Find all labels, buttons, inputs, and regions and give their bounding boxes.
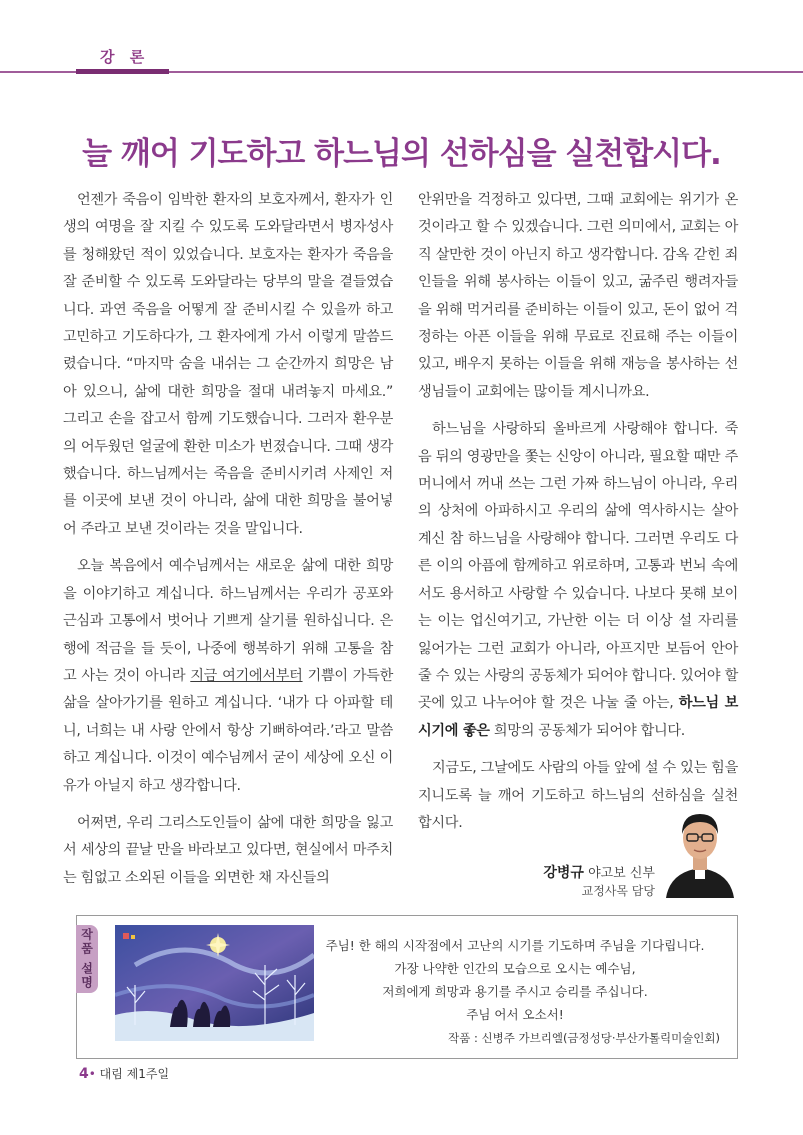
author-name-line [530, 862, 655, 882]
author-photo [662, 808, 738, 898]
left-paragraph-1: 언젠가 죽음이 임박한 환자의 보호자께서, 환자가 인생의 여명을 잘 지킬 수 있도록 도와달라면서 병자성사를 청해왔던 적이 있었습니다. 보호자는 환자가 죽음을 잘 준비할 수 있도록 도와달라는 당부의 말을 곁들였습니다. 과연 죽음을 어떻게 잘 준비시킬 수 있을까 하고 고민하고 기도하다가, 그 환자에게 가서 이렇게 말씀드렸습니다. “마지막 숨을 내쉬는 그 순간까지 희망은 남아 있으니, 삶에 대한 희망을 절대 내려놓지 마세요.” 그리고 손을 잡고서 함께 기도했습니다. 그러자 환우분의 어두웠던 얼굴에 환한 미소가 번졌습니다. 그때 생각했습니다. 하느님께서는 죽음을 준비시키려 사제인 저를 이곳에 보낸 것이 아니라, 삶에 대한 희망을 불어넣어 주라고 보낸 것이라는 것을 말입니다. [63, 192, 393, 537]
caption-tab: 작품 설명 [76, 925, 98, 993]
author-title: 야고보 신부 [588, 866, 655, 881]
left-paragraph-2 [63, 553, 393, 800]
poem-line: 주님 어서 오소서! [466, 1007, 564, 1022]
author-role: 교정사목 담당 [581, 884, 655, 898]
left-paragraph-2-part-a: 오늘 복음에서 예수님께서는 새로운 삶에 대한 희망을 이야기하고 계십니다. 하느님께서는 우리가 공포와 근심과 고통에서 벗어나 기쁘게 살기를 원하십니다. 은행에 적금을 들 듯이, 나중에 행복하기 위해 고통을 참고 사는 것이 아니라 [63, 558, 393, 684]
right-paragraph-2 [418, 416, 738, 745]
right-paragraph-2-part-b: 희망의 공동체가 되어야 합니다. [489, 722, 685, 739]
footer-text: 대림 제1주일 [99, 1067, 170, 1081]
poem-line: 저희에게 희망과 용기를 주시고 승리를 주십니다. [382, 984, 648, 999]
caption-poem [325, 934, 705, 1026]
right-paragraph-2-part-a: 하느님을 사랑하되 올바르게 사랑해야 합니다. 죽음 뒤의 영광만을 쫓는 신앙이 아니라, 필요할 때만 주머니에서 꺼내 쓰는 그런 가짜 하느님이 아니라, 우리의 상처에 아파하시고 우리의 삶에 역사하시는 살아계신 참 하느님을 사랑해야 합니다. 그러면 우리도 다른 이의 아픔에 함께하고 위로하며, 고통과 번뇌 속에서도 용서하고 사랑할 수 있습니다. 나보다 못해 보이는 이는 업신여기고, 가난한 이는 더 이상 설 자리를 잃어가는 그런 교회가 아니라, 아프지만 보듬어 안아줄 수 있는 사랑의 공동체가 되어야 합니다. 있어야 할 곳에 있고 나누어야 할 것은 나눌 줄 아는, [418, 421, 738, 712]
right-column [418, 187, 738, 847]
poem-line: 주님! 한 해의 시작점에서 고난의 시기를 기도하며 주님을 기다립니다. [325, 938, 705, 953]
underlined-phrase: 지금 여기에서부터 [190, 667, 303, 684]
section-label: 강 론 [100, 48, 150, 66]
bold-phrase: 하느님 보시기에 좋은 [418, 695, 739, 739]
bullet-dot: • [88, 1067, 96, 1081]
right-paragraph-3: 지금도, 그날에도 사람의 아들 앞에 설 수 있는 힘을 지니도록 늘 깨어 기도하고 하느님의 선하심을 실천합시다. [418, 760, 738, 831]
left-column [63, 187, 393, 902]
left-paragraph-3: 어쩌면, 우리 그리스도인들이 삶에 대한 희망을 잃고서 세상의 끝날 만을 바라보고 있다면, 현실에서 마주치는 힘없고 소외된 이들을 외면한 채 자신들의 [63, 814, 393, 886]
artwork-image [115, 925, 314, 1041]
page-title: 늘 깨어 기도하고 하느님의 선하심을 실천합시다. [82, 136, 721, 172]
author-name: 강병규 [543, 865, 584, 881]
right-paragraph-1: 안위만을 걱정하고 있다면, 그때 교회에는 위기가 온 것이라고 할 수 있겠습니다. 그런 의미에서, 교회는 아직 살만한 것이 아닌지 하고 생각합니다. 감옥 갇힌 죄인들을 위해 봉사하는 이들이 있고, 굶주린 행려자들을 위해 먹거리를 준비하는 이들이 있고, 돈이 없어 걱정하는 아픈 이들을 위해 무료로 진료해 주는 이들이 있고, 배우지 못하는 이들을 위해 재능을 봉사하는 선생님들이 교회에는 많이들 계시니까요. [418, 192, 738, 400]
page-number: 4 [79, 1066, 89, 1082]
left-paragraph-2-part-b: 기쁨이 가득한 삶을 살아가기를 원하고 계십니다. ‘내가 다 아파할 테니, 너희는 내 사랑 안에서 항상 기뻐하여라.’라고 말씀하고 계십니다. 이것이 예수님께서 굳이 세상에 오신 이유가 아닐지 하고 생각합니다. [63, 667, 393, 794]
header-accent-bar [76, 69, 169, 74]
artwork-credit: 작품 : 신병주 가브리엘(금정성당·부산가톨릭미술인회) [448, 1031, 720, 1045]
page-footer [79, 1065, 169, 1082]
poem-line: 가장 나약한 인간의 모습으로 오시는 예수님, [394, 961, 636, 976]
